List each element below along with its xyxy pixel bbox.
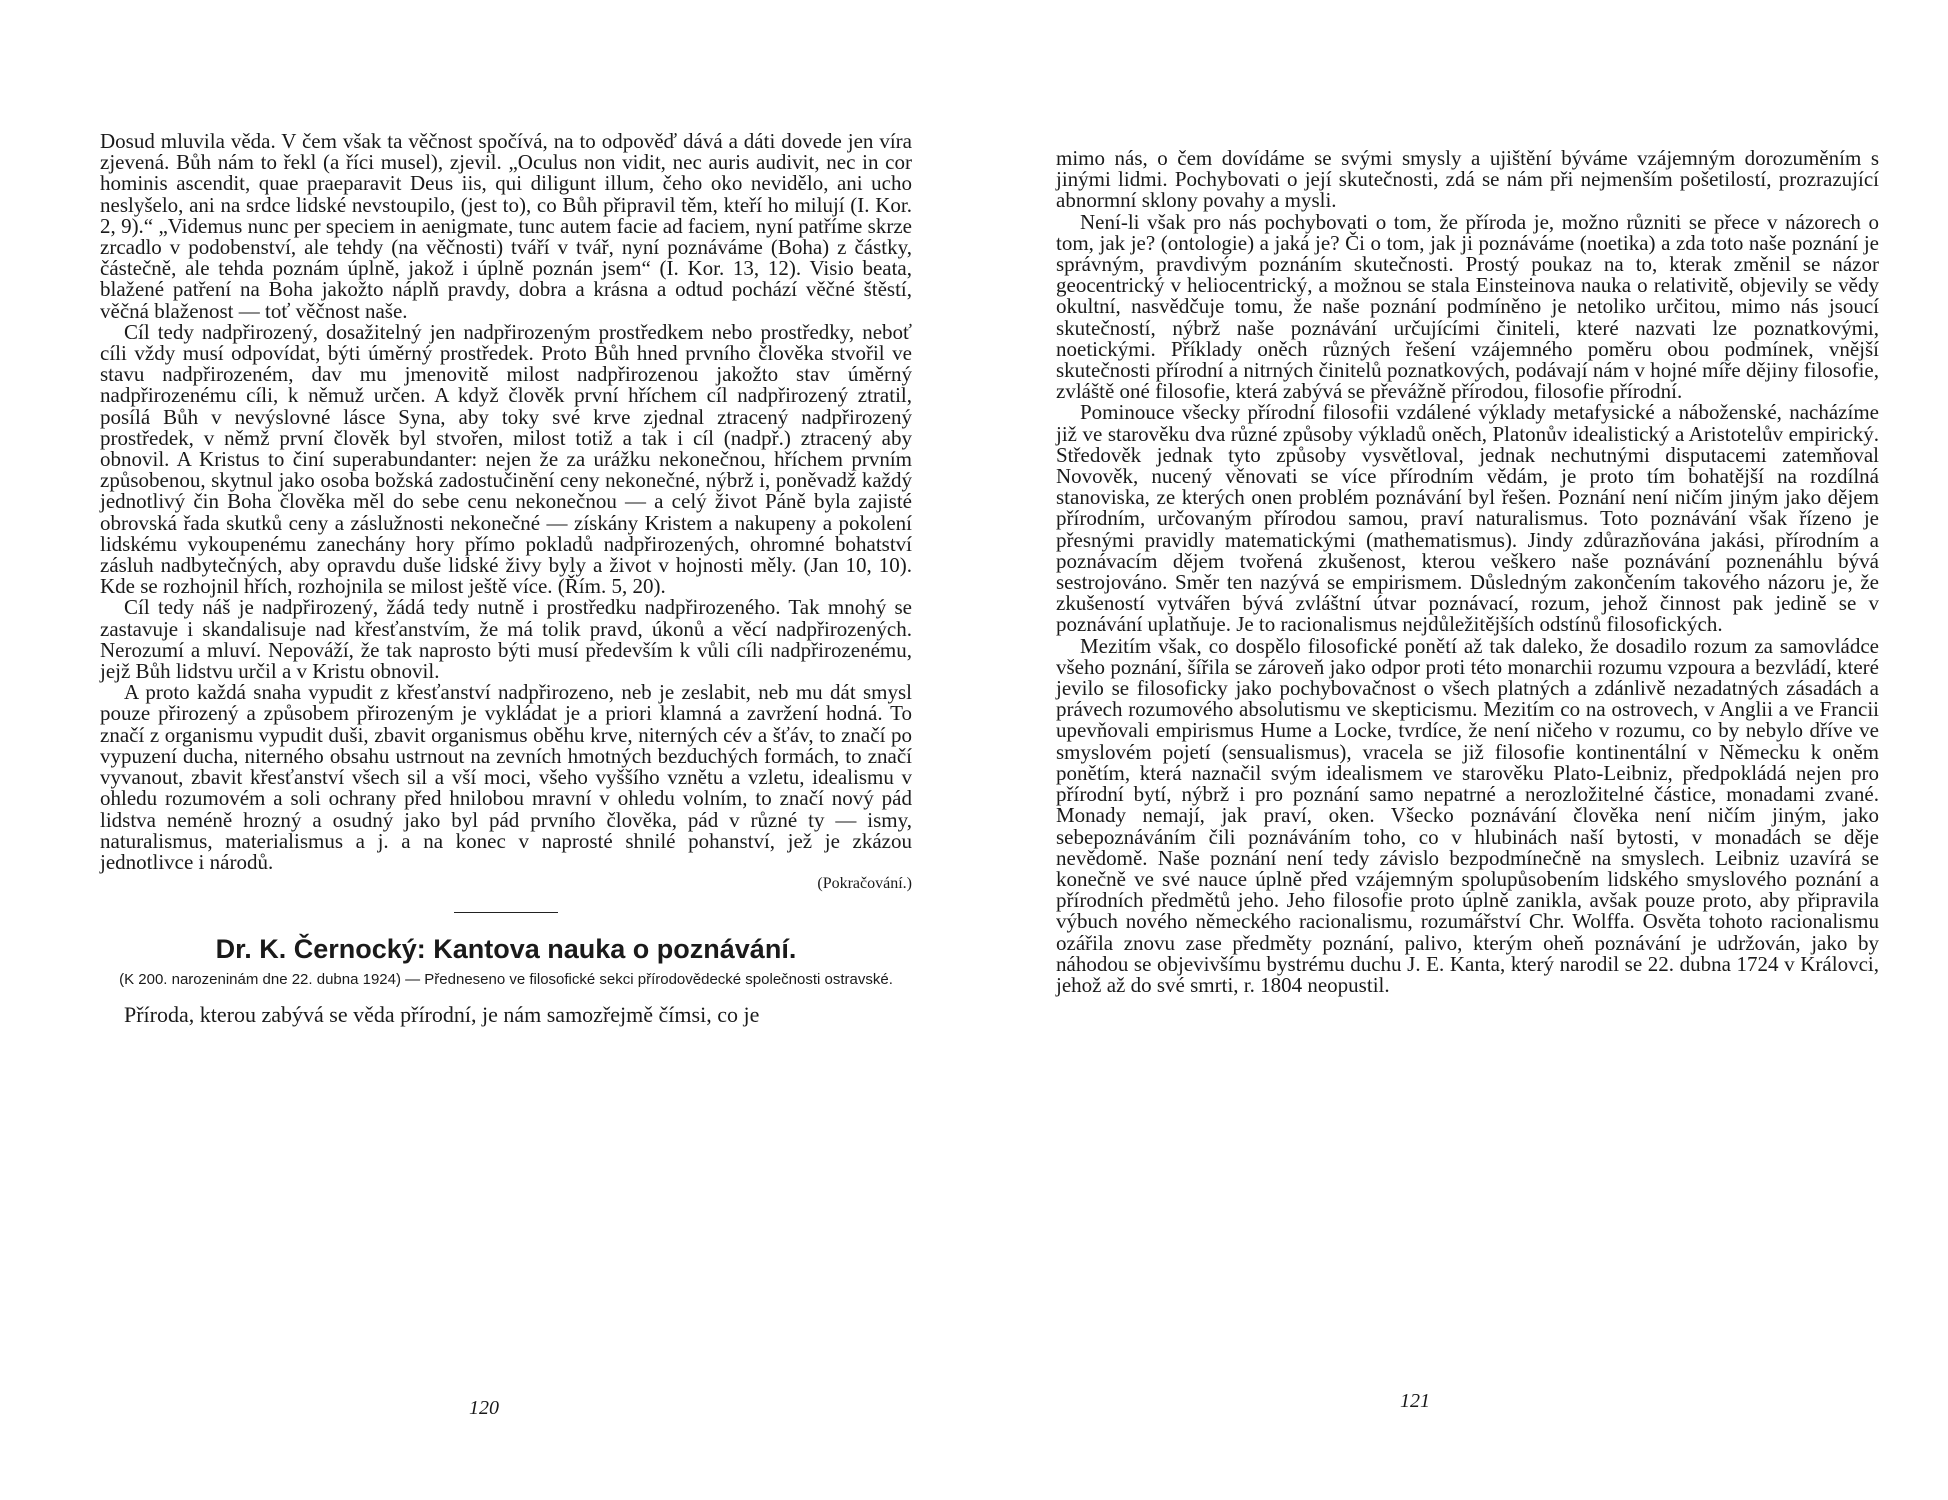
page-number-right: 121 (1400, 1390, 1430, 1412)
section-divider (454, 912, 558, 913)
left-paragraph-4: A proto každá snaha vypudit z křesťanství nadpřirozeno, neb je zeslabit, neb mu dát smysl pouze přirozený a způsobem přirozeným je vykládat je a priori klamná a zavržení hodná. To značí z organismu vypudit duši, zbavit organismus oběhu krve, niterných cév a šťáv, to značí po vypuzení ducha, niterného obsahu ustrnout na zevních hmotných bezduchých formách, to značí vyvanout, zbavit křesťanství všech sil a vší moci, všeho vyššího vznětu a vzletu, idealismu v ohledu rozumovém a soli ochrany před hnilobou mravní v ohledu volním, to značí nový pád lidstva neméně hrozný a osudný jako byl pád prvního člověka, pád v různé ty — ismy, naturalismus, materialismus a j. a na konec v naprosté shnilé pohanství, jež je zkázou jednotlivce i národů. (100, 680, 912, 874)
right-paragraph-4: Mezitím však, co dospělo filosofické ponětí až tak daleko, že dosadilo rozum za samovládce všeho poznání, šířila se zároveň jako odpor proti této monarchii rozumu vzpoura a bezvládí, které jevilo se filosoficky jako pochybovačnost o všech platných a zdánlivě nezadatných zásadách a právech rozumového absolutismu ve skepticismu. Mezitím co na ostrovech, v Anglii a ve Francii upevňovali empirismus Hume a Locke, tvrdíce, že není ničeho v rozumu, co by nebylo dříve ve smyslovém pojetí (sensualismus), vracela se již filosofie kontinentální v Německu k oněm ponětím, která naznačil svým idealismem ve starověku Plato-Leibniz, předpokládá nejen pro přírodní bytí, nýbrž i pro poznání samo nepatrné a nerozložitelné částice, monadami zvané. Monady nemají, jak praví, oken. Všecko poznávání člověka není ničím jiným, jako sebepoznáváním čili poznáváním toho, co v hlubinách naší bytosti, v monadách se děje nevědomě. Naše poznání není tedy závislo bezpodmínečně na smyslech. Leibniz uzavírá se konečně ve své nauce úplně před vzájemným spolupůsobením lidského smyslového poznání a přírodních předmětů jeho. Jeho filosofie proto úplně zanikla, avšak pouze proto, aby připravila výbuch nového německého racionalismu, rozumářství Chr. Wolffa. Osvěta tohoto racionalismu ozářila znovu zase předměty poznání, palivo, kterým oheň poznávání je udržován, jako by náhodou se objevivšímu bystrému duchu J. E. Kanta, který narodil se 22. dubna 1724 v Královci, jehož až do své smrti, r. 1804 neopustil. (1056, 633, 1879, 997)
article-opening: Příroda, kterou zabývá se věda přírodní, je nám samozřejmě čímsi, co je (124, 1002, 760, 1028)
right-paragraph-2: Není-li však pro nás pochybovati o tom, že příroda je, možno různiti se přece v názorech o tom, jak je? (ontologie) a jaká je? Či o tom, jak ji poznáváme (noetika) a zda toto naše poznání je správným, pravdivým poznáním skutečnosti. Prostý poukaz na to, kterak změnil se názor geocentrický v heliocentrický, a možnou se stala Einsteinova nauka o relativitě, objevily se vědy okultní, nasvědčuje tomu, že naše poznání podmíněno je netoliko určitou, mimo nás jsoucí skutečností, nýbrž naše poznávání určujícími činiteli, které nazvati lze poznatkovými, noetickými. Příklady oněch různých řešení vzájemného poměru obou podmínek, vnější skutečnosti přírodní a nitrných činitelů poznatkových, podávají nám v hojné míře dějiny filosofie, zvláště oné filosofie, která zabývá se převážně přírodou, filosofie přírodní. (1056, 209, 1879, 404)
continued-note: (Pokračování.) (817, 875, 912, 893)
article-note: (K 200. narozeninám dne 22. dubna 1924) — Předneseno ve filosofické sekci přírodovědecké společnosti ostravské. (119, 971, 893, 989)
right-paragraph-1: mimo nás, o čem dovídáme se svými smysly a ujištění býváme vzájemným dorozuměním s jinými lidmi. Pochybovati o její skutečnosti, zdá se nám při nejmenším pošetilostí, prozrazující abnormní sklony povahy a mysli. (1056, 146, 1879, 213)
article-title: Dr. K. Černocký: Kantova nauka o poznávání. (215, 934, 797, 965)
right-page (974, 0, 1948, 1500)
left-text-column (100, 131, 912, 1027)
left-paragraph-1: Dosud mluvila věda. V čem však ta věčnost spočívá, na to odpověď dává a dáti dovede jen víra zjevená. Bůh nám to řekl (a říci musel), zjevil. „Oculus non vidit, nec auris audivit, nec in cor hominis ascendit, quae praeparavit Deus iis, qui diligunt illum, čeho oko nevidělo, ani ucho neslyšelo, ani na srdce lidské nevstoupilo, (jest to), co Bůh připravil těm, kteří ho milují (I. Kor. 2, 9).“ „Videmus nunc per speciem in aenigmate, tunc autem facie ad faciem, nyní patříme skrze zrcadlo v podobenství, ale tehdy (na věčnosti) tváří v tvář, nyní poznáváme (Boha) z částky, částečně, ale tehda poznám úplně, jakož i úplně poznán jsem“ (I. Kor. 13, 12). Visio beata, blažené patření na Boha jakožto náplň pravdy, dobra a krásna a odtud pochází věčné štěstí, věčná blaženost — toť věčnost naše. (100, 129, 912, 323)
right-text-column (1056, 148, 1879, 996)
page-number-left: 120 (469, 1397, 499, 1419)
left-paragraph-2: Cíl tedy nadpřirozený, dosažitelný jen nadpřirozeným prostředkem nebo prostředky, neboť cíli vždy musí odpovídat, býti úměrný prostředek. Proto Bůh hned prvního člověka stvořil ve stavu nadpřirozeném, dav mu jmenovitě milost nadpřirozenou jakožto stav úměrný nadpřirozenému cíli, k němuž určen. A když člověk první hříchem cíl nadpřirozený ztratil, posílá Bůh v nevýslovné lásce Syna, aby toky své krve zjednal ztracený nadpřirozený prostředek, v němž první člověk byl stvořen, milost totiž a tak i cíl (nadpř.) ztracený aby obnovil. A Kristus to činí superabundanter: nejen že za urážku nekonečnou, hříchem prvním způsobenou, skytnul jako osoba božská zadostučinění ceny nekonečné, nýbrž i, poněvadž každý jednotlivý čin Boha člověka měl do sebe cenu nekonečnou — a celý život Páně byla zajisté obrovská řada skutků ceny a záslužnosti nekonečné — získány Kristem a nakupeny a pokolení lidskému vykoupenému zanechány hory přímo pokladů nadpřirozených, ohromné bohatství zásluh nadbytečných, aby opravdu duše lidské živy byly a život v hojnosti měly. (Jan 10, 10). Kde se rozhojnil hřích, rozhojnila se milost ještě více. (Řím. 5, 20). (100, 319, 912, 599)
left-paragraph-3: Cíl tedy náš je nadpřirozený, žádá tedy nutně i prostředku nadpřirozeného. Tak mnohý se zastavuje i skandalisuje nad křesťanstvím, že má tolik pravd, úkonů a věcí nadpřirozených. Nerozumí a mluví. Nepováží, že tak naprosto býti musí především k vůli cíli nadpřirozenému, jejž Bůh lidstvu určil a v Kristu obnovil. (100, 595, 912, 684)
right-paragraph-3: Pominouce všecky přírodní filosofii vzdálené výklady metafysické a náboženské, nacházíme již ve starověku dva různé způsoby výkladů oněch, Platonův idealistický a Aristotelův empirický. Středověk jednak tyto způsoby vysvětloval, jednak nechutnými disputacemi zatemňoval Novověk, nucený věnovati se více přírodním vědám, je proto tím bohatější na rozdílná stanoviska, ze kterých onen problém poznávání byl řešen. Poznání není ničím jiným jako dějem přírodním, určovaným přírodou samou, praví naturalismus. Toto poznávání však řízeno je přesnými pravidly matematickými (mathematismus). Jindy zdůrazňována jakási, přírodním a poznávacím dějem tvořená zkušenost, kterou veškero naše poznávání poznenáhlu bývá sestrojováno. Směr ten nazývá se empirismem. Důsledným zakončením takového názoru je, že zkušeností vytvářen bývá zvláštní útvar poznávací, rozum, jehož činnost pak jedině se v poznávání uplatňuje. Je to racionalismus nejdůležitějších odstínů filosofických. (1056, 400, 1879, 637)
